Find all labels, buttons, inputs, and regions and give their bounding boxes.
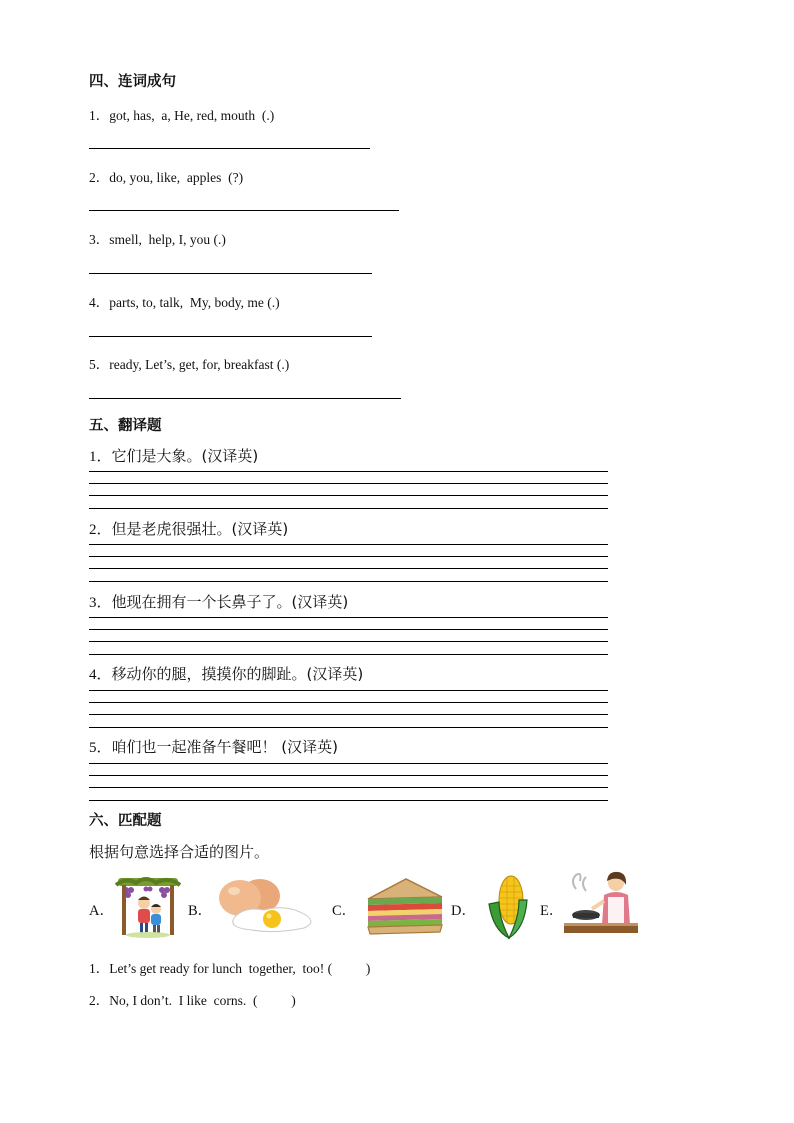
question-number: 2．	[89, 522, 112, 538]
question-text: smell, help, I, you (.)	[109, 232, 226, 247]
writing-line[interactable]	[89, 556, 608, 557]
answer-line[interactable]	[89, 336, 372, 337]
question-5-3	[89, 591, 348, 612]
section-heading-5: 五、翻译题	[89, 418, 162, 434]
writing-line[interactable]	[89, 629, 608, 630]
question-5-4	[89, 663, 363, 684]
answer-line[interactable]	[89, 398, 401, 399]
question-text: 咱们也一起准备午餐吧！ (汉译英)	[111, 738, 338, 756]
answer-line[interactable]	[89, 273, 372, 274]
question-text: 他现在拥有一个长鼻子了。(汉译英)	[111, 593, 349, 611]
question-text: parts, to, talk, My, body, me (.)	[109, 295, 280, 310]
option-label-e: E．	[540, 903, 564, 919]
writing-line[interactable]	[89, 544, 608, 545]
writing-line[interactable]	[89, 641, 608, 642]
option-label-a: A．	[89, 903, 114, 919]
option-label-d: D．	[451, 903, 476, 919]
writing-line[interactable]	[89, 763, 608, 764]
question-number: 2．	[89, 993, 110, 1008]
question-5-2	[89, 518, 288, 539]
question-5-5	[89, 736, 338, 757]
cooking-woman-icon	[564, 869, 638, 939]
writing-line[interactable]	[89, 787, 608, 788]
question-text: 它们是大象。(汉译英)	[111, 447, 259, 465]
answer-line[interactable]	[89, 210, 399, 211]
question-text: 但是老虎很强壮。(汉译英)	[111, 520, 289, 538]
answer-line[interactable]	[89, 148, 370, 149]
grapes-family-icon	[112, 873, 184, 939]
writing-line[interactable]	[89, 775, 608, 776]
question-5-1	[89, 445, 258, 466]
writing-line[interactable]	[89, 714, 608, 715]
question-text: 移动你的腿，摸摸你的脚趾。(汉译英)	[111, 665, 364, 683]
writing-line[interactable]	[89, 690, 608, 691]
question-4-4	[89, 291, 280, 311]
match-question-2	[89, 989, 296, 1009]
question-number: 4．	[89, 295, 110, 310]
question-number: 1．	[89, 449, 112, 465]
question-4-1	[89, 104, 274, 124]
writing-line[interactable]	[89, 800, 608, 801]
question-number: 3．	[89, 232, 110, 247]
question-text: ready, Let’s, get, for, breakfast (.)	[109, 357, 290, 372]
option-label-c: C．	[332, 903, 357, 919]
section-heading-6: 六、匹配题	[89, 813, 162, 829]
question-4-3	[89, 228, 226, 248]
writing-line[interactable]	[89, 654, 608, 655]
question-number: 2．	[89, 170, 110, 185]
question-number: 1．	[89, 961, 110, 976]
option-label-b: B．	[188, 903, 213, 919]
writing-line[interactable]	[89, 617, 608, 618]
question-number: 4．	[89, 667, 112, 683]
question-number: 3．	[89, 595, 112, 611]
writing-line[interactable]	[89, 495, 608, 496]
corn-icon	[485, 874, 531, 940]
question-text: Let’s get ready for lunch together, too! ( )	[109, 961, 371, 976]
writing-line[interactable]	[89, 471, 608, 472]
question-text: got, has, a, He, red, mouth (.)	[109, 108, 275, 123]
question-4-5	[89, 353, 289, 373]
question-number: 1．	[89, 108, 110, 123]
question-text: do, you, like, apples (?)	[109, 170, 244, 185]
writing-line[interactable]	[89, 727, 608, 728]
writing-line[interactable]	[89, 568, 608, 569]
writing-line[interactable]	[89, 483, 608, 484]
writing-line[interactable]	[89, 508, 608, 509]
question-number: 5．	[89, 740, 112, 756]
sandwich-icon	[364, 877, 446, 935]
instruction-text: 根据句意选择合适的图片。	[89, 843, 270, 861]
section-heading-4: 四、连词成句	[89, 74, 176, 90]
question-text: No, I don’t. I like corns. ( )	[109, 993, 296, 1008]
writing-line[interactable]	[89, 702, 608, 703]
question-4-2	[89, 166, 243, 186]
question-number: 5．	[89, 357, 110, 372]
eggs-icon	[216, 876, 320, 934]
match-question-1	[89, 957, 370, 977]
writing-line[interactable]	[89, 581, 608, 582]
